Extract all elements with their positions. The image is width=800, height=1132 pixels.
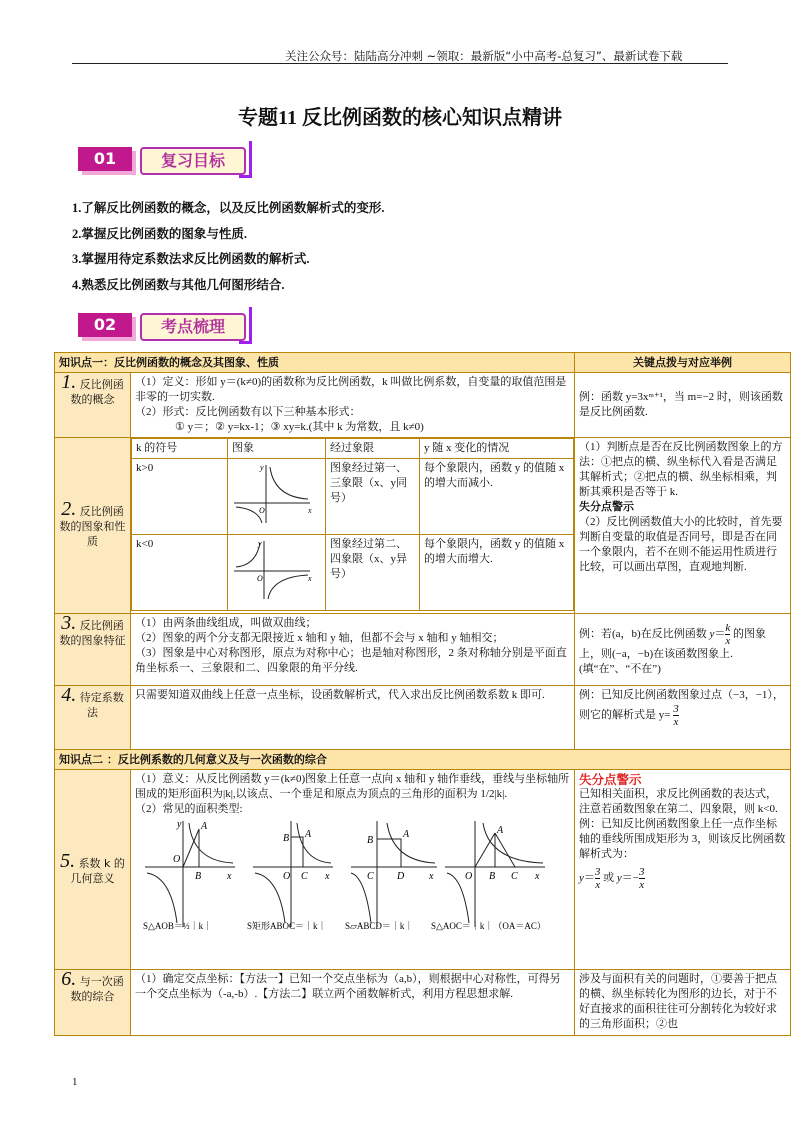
row-label-k-meaning — [55, 770, 131, 970]
svg-text:x: x — [308, 574, 312, 583]
col-header-trend: y 随 x 变化的情况 — [420, 439, 574, 459]
trend-k-negative: 每个象限内，函数 y 的值随 x 的增大而增大. — [420, 535, 574, 611]
area-type-diagrams — [135, 817, 555, 935]
svg-text:A: A — [201, 821, 208, 832]
feature-1: （1）由两条曲线组成，叫做双曲线； — [135, 617, 317, 629]
diagram-triangle-aob — [143, 819, 235, 931]
svg-text:x: x — [325, 871, 330, 882]
diagram-parallelogram-abcd — [345, 821, 437, 931]
kp1-right-title: 关键点拨与对应举例 — [575, 353, 791, 373]
goal-item: 1.了解反比例函数的概念，以及反比例函数解析式的变形. — [72, 201, 385, 215]
warning-title: 失分点警示 — [579, 501, 634, 513]
features-example — [575, 614, 791, 686]
k-positive: k>0 — [132, 459, 228, 535]
graph-k-positive — [228, 459, 326, 535]
svg-text:O: O — [173, 854, 181, 865]
banner-number: 02 — [78, 313, 132, 337]
svg-text:x: x — [535, 871, 540, 882]
diagram-triangle-aoc — [431, 821, 546, 931]
header-divider — [72, 63, 728, 64]
svg-text:S△AOB＝½｜k｜: S△AOB＝½｜k｜ — [143, 921, 213, 931]
svg-text:x: x — [308, 506, 312, 515]
kp2-title: 知识点二 ：反比例系数的几何意义及与一次函数的综合 — [55, 750, 791, 770]
features-content — [131, 614, 575, 686]
hyperbola-q2-q4-graph — [230, 537, 316, 603]
warning-text: 已知相关面积，求反比例函数的表达式，注意若函数图象在第二、四象限，则 k<0. — [579, 788, 778, 815]
svg-text:y: y — [260, 463, 264, 472]
graph-k-negative — [228, 535, 326, 611]
row-label-linear — [55, 970, 131, 1036]
row-label-graph — [55, 438, 131, 614]
svg-text:B: B — [489, 871, 496, 882]
knowledge-table — [54, 352, 791, 1036]
row-label-undetermined — [55, 686, 131, 750]
concept-definition: （1）定义：形如 y＝(k≠0)的函数称为反比例函数，k 叫做比例系数，自变量的取值范围是非零的一切实数. — [135, 376, 567, 403]
k-meaning-example: 例：已知反比例函数图象上任一点作坐标轴的垂线所围成矩形为 3，则该反比例函数解析式为： — [579, 818, 786, 860]
svg-text:y: y — [258, 539, 262, 548]
example-text: 例：已知反比例函数图象过点（−3，−1），则它的解析式是 y= — [579, 689, 784, 722]
banner-corner-decoration — [239, 141, 252, 178]
row-label: 反比例函数的图象特征 — [59, 619, 126, 647]
linear-content: （1）确定交点坐标：【方法一】已知一个交点坐标为（a,b），则根据中心对称性，可得另一个交点坐标为（-a,-b）.【方法二】联立两个函数解析式，利用方程思想求解. — [131, 970, 575, 1036]
svg-text:C: C — [301, 871, 308, 882]
svg-text:B: B — [195, 871, 202, 882]
row-number: 1. — [61, 371, 77, 393]
goal-item: 2.掌握反比例函数的图象与性质. — [72, 226, 248, 241]
svg-text:A: A — [403, 829, 410, 840]
svg-text:C: C — [511, 871, 518, 882]
row-number: 3. — [61, 612, 77, 634]
banner-number: 01 — [78, 147, 132, 171]
row-label-features — [55, 614, 131, 686]
page-number: 1 — [72, 1076, 78, 1088]
diagram-rectangle-aboc — [247, 821, 333, 931]
svg-text:O: O — [283, 871, 291, 882]
col-header-quadrant: 经过象限 — [326, 439, 420, 459]
goal-item: 4.熟悉反比例函数与其他几何图形结合. — [72, 277, 285, 292]
row-label-concept — [55, 373, 131, 438]
page-title: 专题11 反比例函数的核心知识点精讲 — [238, 107, 562, 129]
undetermined-example — [575, 686, 791, 750]
row-number: 6. — [61, 968, 77, 990]
or-text: 或 — [603, 872, 615, 885]
concept-example: 例：函数 y=3xᵐ⁺¹，当 m=−2 时，则该函数是反比例函数. — [575, 373, 791, 438]
example-text-b: 的图象上，则(−a，−b)在该函数图象上.(填“在”、“不在”) — [579, 628, 766, 675]
col-header-graph: 图象 — [228, 439, 326, 459]
svg-text:A: A — [305, 829, 312, 840]
fraction-k-over-x: y＝ — [709, 628, 726, 640]
row-label: 反比例函数的概念 — [70, 378, 124, 406]
graph-property-table — [131, 438, 574, 611]
svg-text:B: B — [367, 835, 374, 846]
section-banner-01 — [72, 140, 252, 178]
feature-2: （2）图象的两个分支都无限接近 x 轴和 y 轴，但都不会与 x 轴和 y 轴相交； — [135, 632, 504, 644]
fraction: $\frac{k}{x}$ — [725, 622, 731, 647]
compare-method: （2）反比例函数值大小的比较时，首先要判断自变量的取值是否同号，即是否在同一个象限内，若不在则不能运用性质进行比较，可以画出草图，直观地判断. — [579, 516, 783, 573]
answer-formulas: y＝ $\frac{3}{x}$ 或 y＝− $\frac{3}{x}$ — [579, 866, 645, 891]
kp1-title: 知识点一：反比例函数的概念及其图象、性质 — [55, 353, 575, 373]
area-types-label: （2）常见的面积类型: — [135, 803, 243, 815]
trend-k-positive: 每个象限内，函数 y 的值随 x 的增大而减小. — [420, 459, 574, 535]
svg-text:O: O — [257, 574, 263, 583]
feature-3: （3）图象是中心对称图形，原点为对称中心；也是轴对称图形，2 条对称轴分别是平面直角坐标系一、三象限和二、四象限的角平分线. — [135, 647, 567, 674]
svg-text:S△AOC＝｜k｜（OA＝AC）: S△AOC＝｜k｜（OA＝AC） — [431, 921, 546, 931]
svg-text:A: A — [497, 825, 504, 836]
concept-forms: （2）形式：反比例函数有以下三种基本形式： — [135, 406, 361, 418]
k-meaning-definition: （1）意义：从反比例函数 y＝(k≠0)图象上任意一点向 x 轴和 y 轴作垂线，垂线与坐标轴所围成的矩形面积为|k|,以该点、一个垂足和原点为顶点的三角形的面积为 1/2|k|. — [135, 773, 570, 800]
svg-text:x: x — [429, 871, 434, 882]
goal-item: 3.掌握用待定系数法求反比例函数的解析式. — [72, 252, 310, 266]
linear-notes: 涉及与面积有关的问题时，①要善于把点的横、纵坐标转化为图形的边长，对于不好直接求的面积往往可分割转化为较好求的三角形面积；②也 — [575, 970, 791, 1036]
k-negative: k<0 — [132, 535, 228, 611]
graph-property-cell — [131, 438, 575, 614]
hyperbola-q1-q3-graph — [230, 461, 316, 527]
k-meaning-content — [131, 770, 575, 970]
row-label: 待定系数法 — [79, 691, 124, 719]
svg-text:y: y — [177, 819, 182, 830]
point-check-method: （1）判断点是否在反比例函数图象上的方法：①把点的横、纵坐标代入看是否满足其解析式；②把点的横、纵坐标相乘，判断其乘积是否等于 k. — [579, 441, 783, 498]
col-header-k-sign: k 的符号 — [132, 439, 228, 459]
svg-text:x: x — [227, 871, 232, 882]
svg-text:S矩形ABOC＝｜k｜: S矩形ABOC＝｜k｜ — [247, 921, 327, 931]
concept-content — [131, 373, 575, 438]
page-header: 关注公众号：陆陆高分冲刺 ~领取：最新版“小中高考-总复习”、最新试卷下载 — [285, 49, 683, 63]
svg-text:D: D — [397, 871, 405, 882]
example-text-a: 例：若(a，b)在反比例函数 — [579, 628, 707, 641]
row-label: 系数 k 的几何意义 — [70, 856, 125, 885]
row-number: 5. — [60, 849, 76, 872]
row-number: 2. — [61, 498, 77, 520]
banner-label: 复习目标 — [140, 147, 246, 175]
svg-text:S▱ABCD＝｜k｜: S▱ABCD＝｜k｜ — [345, 921, 414, 931]
fraction: $\frac{3}{x}$ — [639, 866, 645, 891]
review-goals — [72, 196, 385, 298]
row-label: 反比例函数的图象和性质 — [59, 505, 126, 548]
svg-text:B: B — [283, 833, 290, 844]
undetermined-content: 只需要知道双曲线上任意一点坐标，设函数解析式，代入求出反比例函数系数 k 即可. — [131, 686, 575, 750]
row-number: 4. — [61, 684, 77, 706]
svg-text:C: C — [367, 871, 374, 882]
section-banner-02 — [72, 306, 252, 344]
graph-property-notes — [575, 438, 791, 614]
banner-corner-decoration — [239, 307, 252, 344]
quadrant-k-positive: 图象经过第一、三象限（x、y同号） — [326, 459, 420, 535]
banner-label: 考点梳理 — [140, 313, 246, 341]
k-meaning-notes — [575, 770, 791, 970]
row-label: 与一次函数的综合 — [70, 975, 124, 1003]
fraction: $\frac{3}{x}$ — [594, 866, 601, 891]
fraction: $\frac{3}{x}$ — [673, 703, 679, 728]
svg-text:O: O — [465, 871, 473, 882]
quadrant-k-negative: 图象经过第二、四象限（x、y异号） — [326, 535, 420, 611]
warning-title: 失分点警示 — [579, 772, 642, 787]
svg-text:O: O — [259, 506, 265, 515]
concept-form-list: ① y＝；② y=kx-1；③ xy=k.(其中 k 为常数，且 k≠0) — [175, 421, 424, 433]
